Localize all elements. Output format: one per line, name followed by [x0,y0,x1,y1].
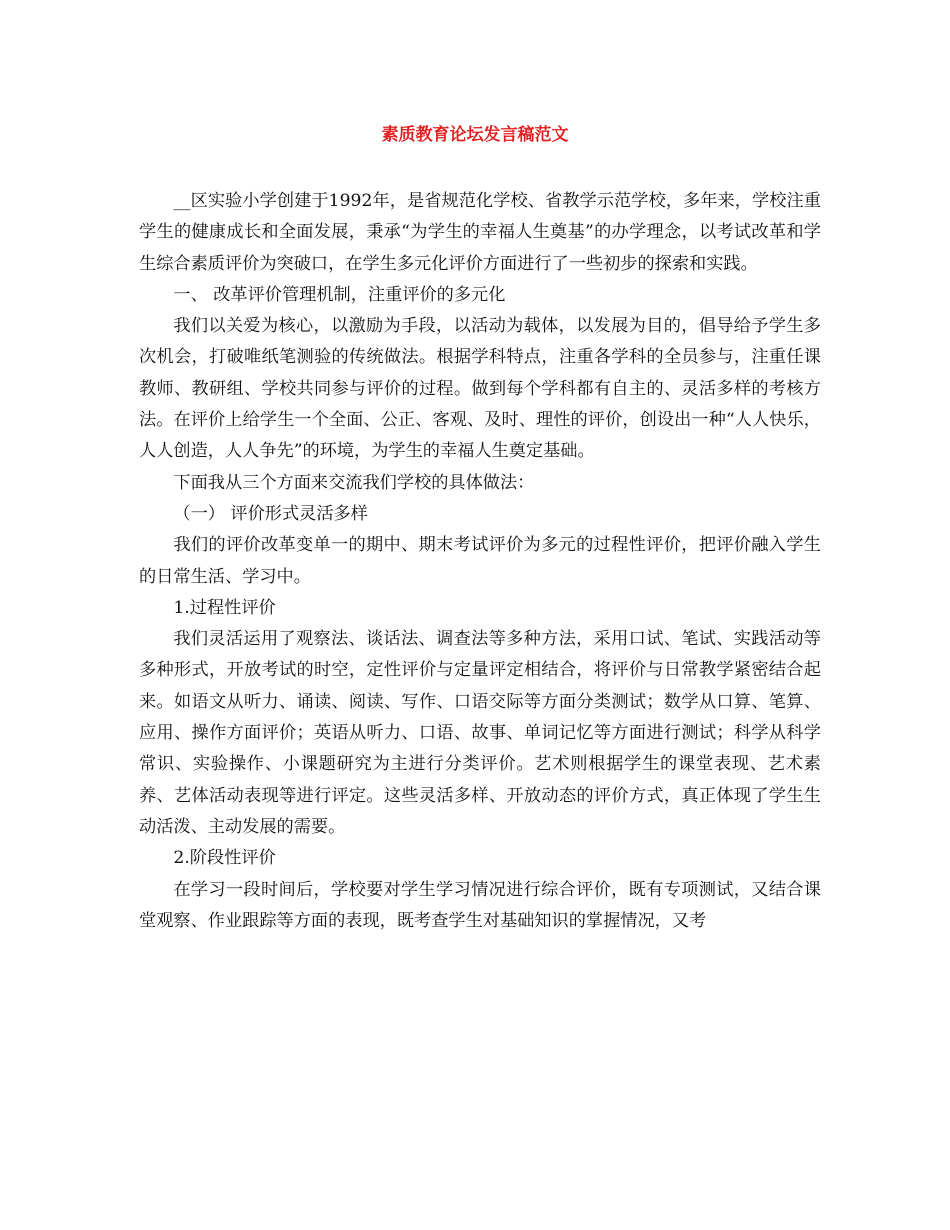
paragraph-subsection-1: 我们的评价改革变单一的期中、期末考试评价为多元的过程性评价，把评价融入学生的日常生活、学习中。 [139,535,821,587]
paragraph-process-evaluation: 我们灵活运用了观察法、谈话法、调查法等多种方法，采用口试、笔试、实践活动等多种形式，开放考试的时空，定性评价与定量评定相结合，将评价与日常教学紧密结合起来。如语文从听力、诵读、阅读、写作、口语交际等方面分类测试；数学从口算、笔算、应用、操作方面评价；英语从听力、口语、故事、单词记忆等方面进行测试；科学从科学常识、实验操作、小课题研究为主进行分类评价。艺术则根据学生的课堂表现、艺术素养、艺体活动表现等进行评定。这些灵活多样、开放动态的评价方式，真正体现了学生生动活泼、主动发展的需要。 [139,629,821,837]
item-heading-stage-evaluation: 2.阶段性评价 [173,848,276,869]
paragraph-transition: 下面我从三个方面来交流我们学校的具体做法： [173,472,535,493]
paragraph-intro: __区实验小学创建于1992年，是省规范化学校、省教学示范学校，多年来，学校注重学生的健康成长和全面发展，秉承“为学生的幸福人生奠基”的办学理念，以考试改革和学生综合素质评价为突破口，在学生多元化评价方面进行了一些初步的探索和实践。 [139,191,821,274]
item-heading-process-evaluation: 1.过程性评价 [173,597,276,618]
paragraph-stage-evaluation: 在学习一段时间后，学校要对学生学习情况进行综合评价，既有专项测试，又结合课堂观察、作业跟踪等方面的表现，既考查学生对基础知识的掌握情况，又考 [139,879,821,931]
document-body [139,186,821,937]
section-heading-1: 一、 改革评价管理机制，注重评价的多元化 [173,284,506,305]
subsection-heading-1: （一） 评价形式灵活多样 [173,503,368,524]
paragraph-section-1: 我们以关爱为核心，以激励为手段，以活动为载体，以发展为目的，倡导给予学生多次机会，打破唯纸笔测验的传统做法。根据学科特点，注重各学科的全员参与，注重任课教师、教研组、学校共同参与评价的过程。做到每个学科都有自主的、灵活多样的考核方法。在评价上给学生一个全面、公正、客观、及时、理性的评价，创设出一种“人人快乐，人人创造，人人争先”的环境，为学生的幸福人生奠定基础。 [139,316,821,462]
document-title: 素质教育论坛发言稿范文 [381,125,569,145]
